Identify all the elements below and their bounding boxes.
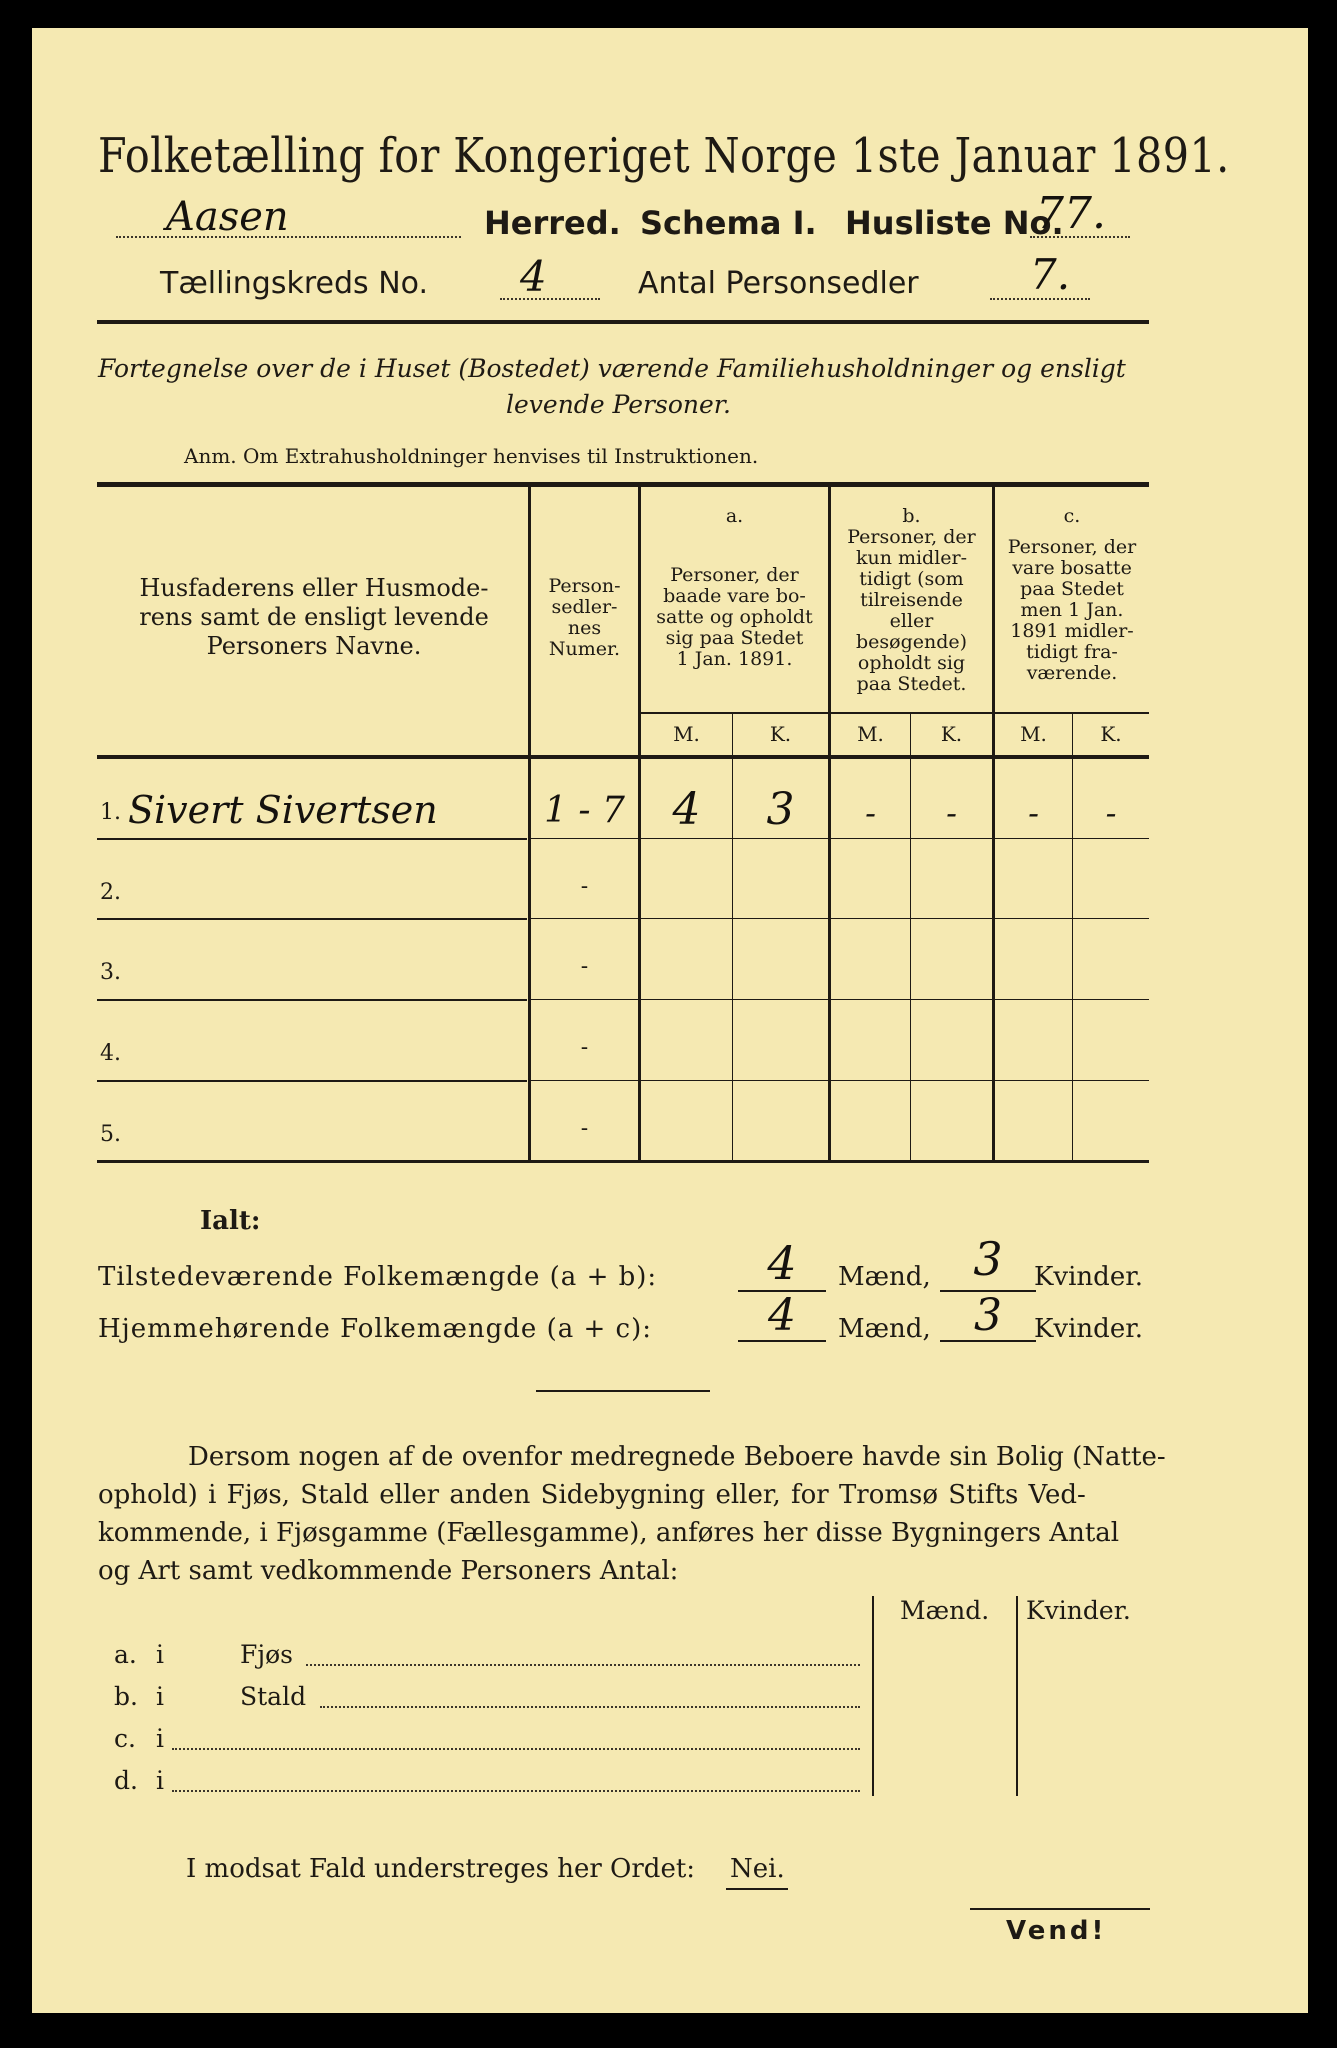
header-c-line: Personer, der (1007, 536, 1137, 558)
header-col-c (995, 506, 1149, 684)
header-personsedler (531, 576, 638, 660)
ialt-label: Ialt: (200, 1206, 261, 1236)
row-personsedler: - (580, 954, 589, 979)
building-dots (306, 1648, 860, 1666)
buildings-kvinder-header: Kvinder. (1026, 1596, 1131, 1625)
row-c-k: - (1105, 794, 1117, 832)
header-c-letter: c. (1063, 505, 1081, 527)
husliste-value: 77. (1036, 188, 1106, 239)
herred-label: Herred. (484, 204, 621, 242)
header-num-line: nes (567, 617, 602, 639)
header-names-line: Personers Navne. (206, 632, 422, 660)
row-b-k: - (946, 794, 957, 832)
header-a-line: baade vare bo- (663, 585, 806, 607)
row-name: Sivert Sivertsen (128, 788, 438, 832)
buildings-maend-header: Mænd. (900, 1596, 990, 1625)
row-line (97, 999, 527, 1001)
buildings-divider-2 (1016, 1596, 1018, 1796)
header-b-line: tidigt (som (859, 568, 964, 590)
row-line (97, 918, 527, 920)
modsat-text: I modsat Fald understreges her Ordet: (186, 1854, 696, 1884)
b-k-label: K. (940, 722, 963, 746)
form-title: Folketælling for Kongeriget Norge 1ste Januar 1891. (98, 128, 1230, 184)
header-names-line: Husfaderens eller Husmode- (139, 574, 489, 602)
tilstede-label: Tilstedeværende Folkemængde (a + b): (98, 1262, 658, 1292)
header-a-line: sig paa Stedet (665, 627, 804, 649)
row-number: 3. (100, 960, 121, 985)
header-b-line: Personer, der (847, 526, 976, 548)
row-a-m: 4 (672, 784, 701, 835)
header-b-line: opholdt sig (857, 652, 966, 674)
header-b-line: besøgende) (855, 631, 968, 653)
census-form-page (32, 28, 1308, 2013)
header-c-line: 1891 midler- (1010, 620, 1134, 642)
hjemme-label: Hjemmehørende Folkemængde (a + c): (98, 1314, 652, 1344)
building-prep: i (156, 1724, 164, 1753)
row-personsedler: - (580, 1116, 589, 1141)
row-line (97, 838, 527, 840)
header-names (100, 574, 528, 661)
nei-word: Nei. (730, 1854, 785, 1884)
table-bottom-rule (97, 1160, 1149, 1163)
anm-note: Anm. Om Extrahusholdninger henvises til Instruktionen. (184, 444, 759, 468)
col-divider-c-mk (1072, 714, 1073, 1160)
header-c-line: vare bosatte (1012, 557, 1132, 579)
row-number: 1. (100, 800, 121, 825)
subtitle-line-2: levende Personer. (506, 390, 731, 419)
header-num-line: Person- (548, 575, 621, 597)
building-letter: b. (114, 1682, 138, 1711)
c-k-label: K. (1100, 722, 1122, 746)
tilstede-maend-value: 4 (767, 1236, 797, 1290)
section-divider (536, 1390, 710, 1392)
buildings-divider-1 (872, 1596, 874, 1796)
header-col-b (831, 506, 992, 695)
header-c-line: paa Stedet (1020, 578, 1124, 600)
header-a-line: satte og opholdt (656, 606, 813, 628)
building-name: Fjøs (240, 1640, 293, 1669)
header-b-line: kun midler- (855, 547, 968, 569)
row-personsedler: - (580, 874, 589, 899)
building-name: Stald (240, 1682, 307, 1711)
kreds-field-line (500, 270, 600, 300)
b-m-label: M. (857, 722, 884, 746)
a-k-label: K. (769, 722, 792, 746)
col-divider-a-mk (732, 714, 733, 1160)
kreds-label: Tællingskreds No. (160, 266, 428, 301)
schema-label: Schema I. (640, 204, 817, 242)
header-num-line: Numer. (548, 638, 621, 660)
building-dots (172, 1732, 860, 1750)
row-line (531, 918, 1149, 919)
kreds-value: 4 (520, 252, 547, 301)
row-number: 5. (100, 1122, 121, 1147)
building-letter: c. (114, 1724, 136, 1753)
nei-underline (726, 1888, 788, 1890)
row-number: 4. (100, 1041, 121, 1066)
header-a-line: Personer, der (670, 564, 799, 586)
building-letter: d. (114, 1766, 138, 1795)
header-col-a (641, 506, 828, 670)
header-names-line: rens samt de ensligt levende (139, 603, 489, 631)
header-a-line: 1 Jan. 1891. (676, 648, 793, 670)
personsedler-label: Antal Personsedler (638, 266, 919, 301)
hjemme-maend-value: 4 (768, 1290, 796, 1341)
building-dots (320, 1690, 860, 1708)
header-c-line: værende. (1026, 662, 1118, 684)
row-b-m: - (865, 794, 876, 832)
row-personsedler: - (580, 1035, 589, 1060)
paragraph-line-1: Dersom nogen af de ovenfor medregnede Beboere havde sin Bolig (Natte- (188, 1442, 1166, 1472)
row-line (531, 999, 1149, 1000)
building-prep: i (156, 1682, 164, 1711)
header-a-letter: a. (725, 505, 744, 527)
building-prep: i (156, 1766, 164, 1795)
subtitle-line-1: Fortegnelse over de i Huset (Bostedet) værende Familiehusholdninger og ensligt (98, 354, 1126, 383)
row-line (531, 838, 1149, 839)
row-c-m: - (1028, 794, 1039, 832)
row-number: 2. (100, 880, 121, 905)
building-prep: i (156, 1640, 164, 1669)
header-b-line: tilreisende (860, 589, 963, 611)
row-a-k: 3 (766, 784, 795, 835)
building-letter: a. (114, 1640, 137, 1669)
tilstede-maend-word: Mænd, (838, 1262, 931, 1292)
header-b-line: eller (889, 610, 934, 632)
vend-rule (970, 1908, 1150, 1910)
row-line (97, 1080, 527, 1082)
hjemme-kvinder-value: 3 (974, 1290, 1002, 1341)
header-num-line: sedler- (551, 596, 618, 618)
husliste-label: Husliste No. (845, 204, 1064, 242)
header-c-line: men 1 Jan. (1020, 599, 1124, 621)
header-rule (97, 320, 1149, 324)
a-m-label: M. (673, 722, 700, 746)
col-divider-b-mk (910, 714, 911, 1160)
building-dots (172, 1774, 860, 1792)
header-c-line: tidigt fra- (1026, 641, 1118, 663)
herred-value: Aasen (166, 194, 289, 240)
row-personsedler: 1 - 7 (544, 790, 625, 831)
paragraph-line-4: og Art samt vedkommende Personers Antal: (98, 1556, 679, 1586)
paragraph-line-3: kommende, i Fjøsgamme (Fællesgamme), anføres her disse Bygningers Antal (98, 1518, 1120, 1548)
hjemme-maend-word: Mænd, (838, 1314, 931, 1344)
vend-text: Vend! (1006, 1916, 1107, 1946)
row-line (531, 1080, 1149, 1081)
tilstede-kvinder-word: Kvinder. (1034, 1262, 1144, 1292)
c-m-label: M. (1020, 722, 1047, 746)
hjemme-kvinder-word: Kvinder. (1034, 1314, 1144, 1344)
header-b-line: paa Stedet. (856, 673, 967, 695)
header-b-letter: b. (902, 505, 921, 527)
personsedler-value: 7. (1030, 250, 1071, 299)
paragraph-line-2: ophold) i Fjøs, Stald eller anden Sidebygning eller, for Tromsø Stifts Ved- (98, 1480, 1086, 1510)
tilstede-kvinder-value: 3 (973, 1232, 1003, 1286)
